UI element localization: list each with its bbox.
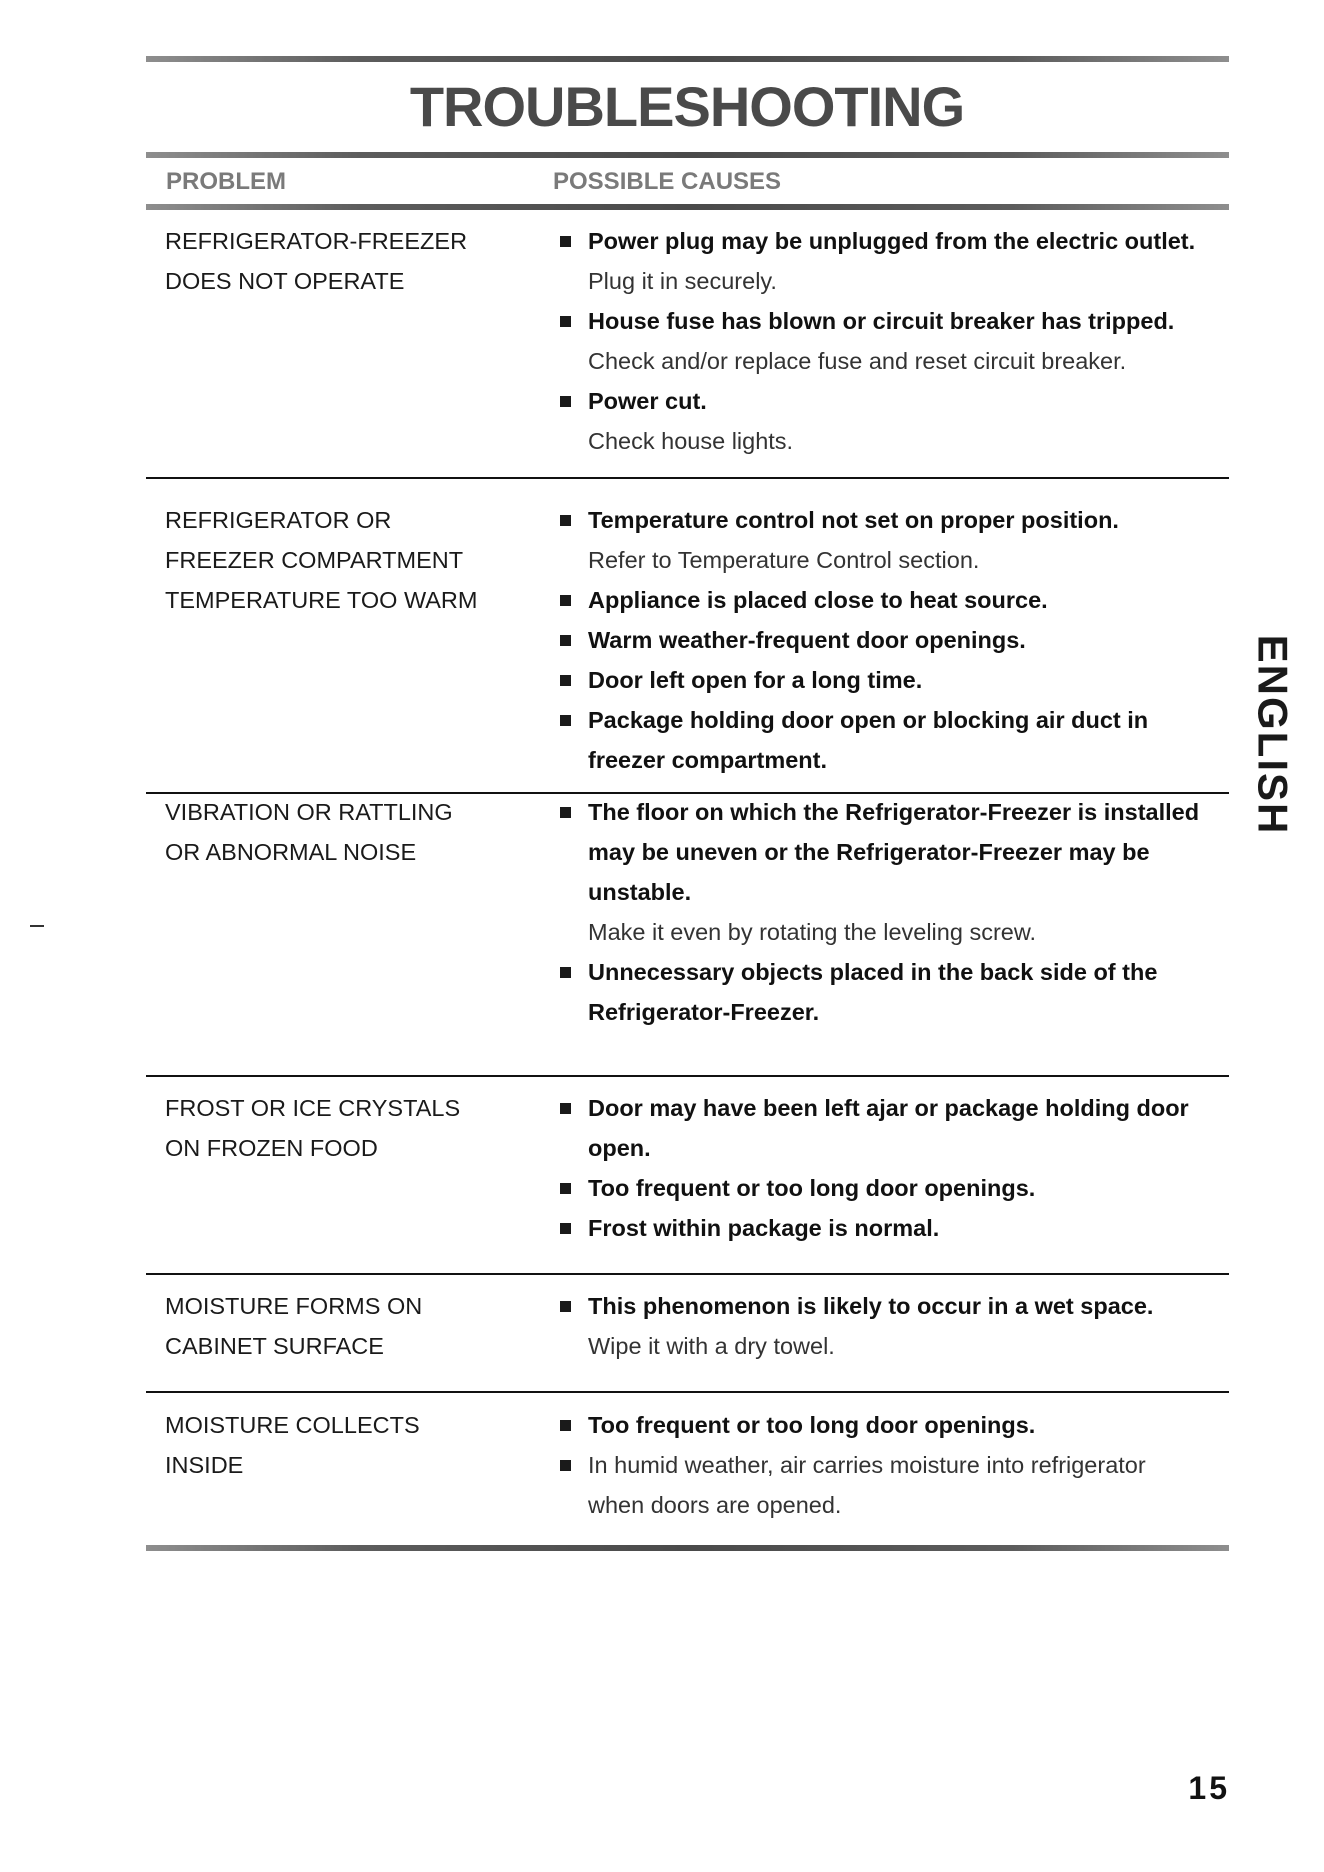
cause-item [552, 1208, 1242, 1248]
square-bullet-icon [560, 1460, 571, 1471]
problem-column-header: PROBLEM [166, 168, 286, 195]
cause-title: Power cut. [588, 388, 707, 414]
square-bullet-icon [560, 316, 571, 327]
problem-cell [165, 500, 525, 620]
square-bullet-icon [560, 967, 571, 978]
causes-cell [552, 1286, 1242, 1366]
cause-item [552, 1445, 1242, 1525]
problem-text: CABINET SURFACE [165, 1333, 384, 1359]
cause-remedy: Check house lights. [588, 428, 794, 454]
problem-text: FREEZER COMPARTMENT [165, 547, 464, 573]
cause-remedy: Plug it in securely. [588, 268, 777, 294]
cause-title: may be uneven or the Refrigerator-Freezer may be [588, 839, 1150, 865]
cause-title: This phenomenon is likely to occur in a wet space. [588, 1293, 1154, 1319]
problem-text: VIBRATION OR RATTLING [165, 799, 453, 825]
cause-title: Power plug may be unplugged from the electric outlet. [588, 228, 1196, 254]
problem-text: MOISTURE FORMS ON [165, 1293, 423, 1319]
problem-text: FROST OR ICE CRYSTALS [165, 1095, 461, 1121]
square-bullet-icon [560, 1420, 571, 1431]
problem-cell [165, 1088, 525, 1168]
problem-text: DOES NOT OPERATE [165, 268, 405, 294]
cause-item [552, 500, 1242, 580]
cause-remedy: Wipe it with a dry towel. [588, 1333, 835, 1359]
cause-item [552, 660, 1242, 700]
problem-text: INSIDE [165, 1452, 244, 1478]
row-separator [146, 1391, 1229, 1393]
causes-cell [552, 1405, 1242, 1525]
square-bullet-icon [560, 1183, 571, 1194]
language-tab [1232, 590, 1312, 880]
square-bullet-icon [560, 515, 571, 526]
cause-item [552, 301, 1242, 381]
cause-title: The floor on which the Refrigerator-Freezer is installed [588, 799, 1200, 825]
cause-title: In humid weather, air carries moisture into refrigerator [588, 1452, 1146, 1478]
square-bullet-icon [560, 1301, 571, 1312]
bottom-rule [146, 1545, 1229, 1551]
cause-title: Door may have been left ajar or package holding door [588, 1095, 1189, 1121]
problem-text: REFRIGERATOR OR [165, 507, 392, 533]
problem-text: REFRIGERATOR-FREEZER [165, 228, 468, 254]
causes-cell [552, 500, 1242, 780]
cause-item [552, 1088, 1242, 1168]
cause-item [552, 952, 1242, 1032]
square-bullet-icon [560, 595, 571, 606]
causes-column-header: POSSIBLE CAUSES [553, 168, 782, 195]
causes-cell [552, 221, 1242, 461]
square-bullet-icon [560, 715, 571, 726]
problem-cell [165, 792, 525, 872]
cause-title: Appliance is placed close to heat source. [588, 587, 1048, 613]
problem-text: ON FROZEN FOOD [165, 1135, 378, 1161]
row-separator [146, 792, 1229, 794]
cause-title: Frost within package is normal. [588, 1215, 940, 1241]
cause-item [552, 221, 1242, 301]
problem-text: TEMPERATURE TOO WARM [165, 587, 478, 613]
square-bullet-icon [560, 236, 571, 247]
cause-title: open. [588, 1135, 651, 1161]
cause-remedy: Check and/or replace fuse and reset circuit breaker. [588, 348, 1127, 374]
margin-dash [30, 925, 44, 927]
square-bullet-icon [560, 635, 571, 646]
row-separator [146, 1273, 1229, 1275]
cause-item [552, 620, 1242, 660]
problem-text: OR ABNORMAL NOISE [165, 839, 417, 865]
square-bullet-icon [560, 807, 571, 818]
cause-title: Warm weather-frequent door openings. [588, 627, 1026, 653]
square-bullet-icon [560, 1223, 571, 1234]
cause-item [552, 700, 1242, 780]
row-separator [146, 477, 1229, 479]
cause-title: freezer compartment. [588, 747, 827, 773]
cause-title: Too frequent or too long door openings. [588, 1175, 1036, 1201]
problem-cell [165, 1405, 525, 1485]
header-top-rule [146, 152, 1229, 158]
cause-item [552, 580, 1242, 620]
cause-title: House fuse has blown or circuit breaker has tripped. [588, 308, 1175, 334]
cause-item [552, 1405, 1242, 1445]
top-rule [146, 56, 1229, 62]
cause-title: when doors are opened. [588, 1492, 842, 1518]
cause-item [552, 381, 1242, 461]
problem-text: MOISTURE COLLECTS [165, 1412, 420, 1438]
cause-item [552, 792, 1242, 952]
causes-cell [552, 792, 1242, 1032]
cause-item [552, 1286, 1242, 1366]
page-number: 15 [1188, 1770, 1230, 1806]
problem-cell [165, 1286, 525, 1366]
cause-title: unstable. [588, 879, 692, 905]
square-bullet-icon [560, 396, 571, 407]
cause-title: Package holding door open or blocking air duct in [588, 707, 1149, 733]
cause-title: Refrigerator-Freezer. [588, 999, 820, 1025]
cause-title: Unnecessary objects placed in the back side of the [588, 959, 1158, 985]
cause-remedy: Make it even by rotating the leveling screw. [588, 919, 1037, 945]
header-bottom-rule [146, 204, 1229, 210]
cause-title: Temperature control not set on proper position. [588, 507, 1119, 533]
page-title: TROUBLESHOOTING [409, 75, 965, 138]
cause-item [552, 1168, 1242, 1208]
square-bullet-icon [560, 675, 571, 686]
problem-cell [165, 221, 525, 301]
row-separator [146, 1075, 1229, 1077]
square-bullet-icon [560, 1103, 571, 1114]
causes-cell [552, 1088, 1242, 1248]
cause-title: Too frequent or too long door openings. [588, 1412, 1036, 1438]
cause-title: Door left open for a long time. [588, 667, 923, 693]
cause-remedy: Refer to Temperature Control section. [588, 547, 980, 573]
language-label: ENGLISH [1249, 634, 1296, 836]
